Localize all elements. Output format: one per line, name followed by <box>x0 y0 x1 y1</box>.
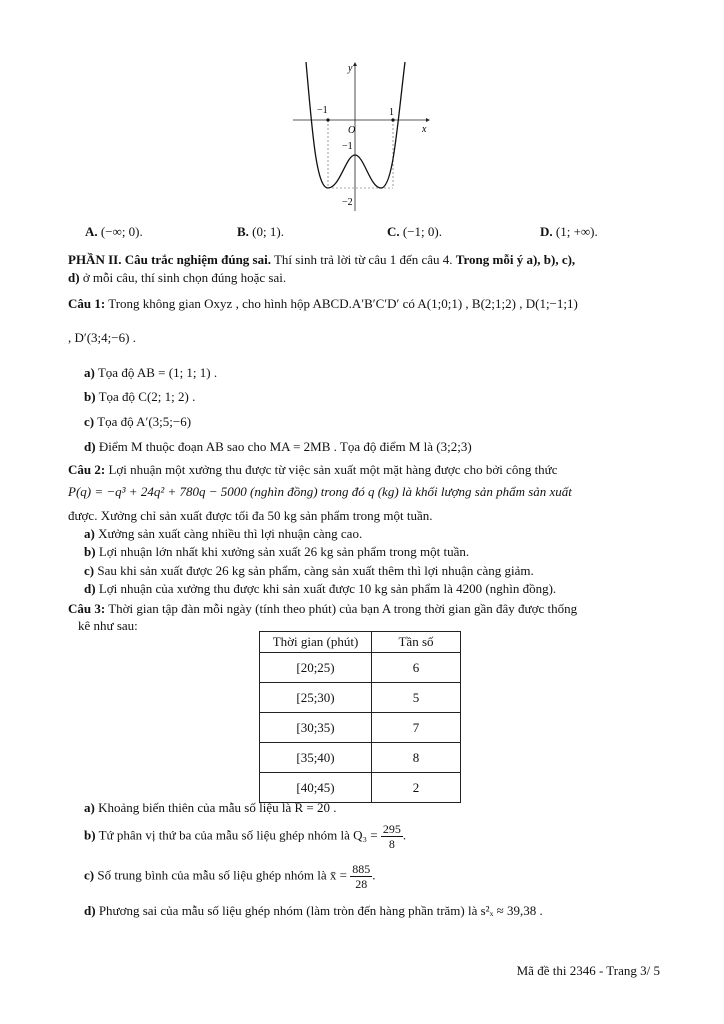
table-row <box>260 683 461 713</box>
q2-formula: P(q) = −q³ + 24q² + 780q − 5000 (nghìn đồng) trong đó q (kg) là khối lượng sản phẩm sản xuất <box>68 484 572 499</box>
page-footer: Mã đề thi 2346 - Trang 3/ 5 <box>516 963 660 978</box>
table-cell-freq: 6 <box>372 653 461 683</box>
q3-statement-a: a) Khoảng biến thiên của mẫu số liệu là R = 20 . <box>84 800 337 815</box>
y-label: y <box>348 63 353 74</box>
origin-label: O <box>348 125 356 136</box>
option-b[interactable]: B. (0; 1). <box>237 224 284 239</box>
table-row <box>260 773 461 803</box>
q1-statement-c: c) Tọa độ A′(3;5;−6) <box>84 414 192 429</box>
tick-y-neg2: −2 <box>342 197 353 208</box>
q2-statement-b: b) Lợi nhuận lớn nhất khi xưởng sản xuất 26 kg sản phẩm trong một tuần. <box>84 544 470 559</box>
table-cell-interval: [20;25) <box>260 653 372 683</box>
table-cell-interval: [40;45) <box>260 773 372 803</box>
q2-text: Câu 2: Lợi nhuận một xưởng thu được từ việc sản xuất một mặt hàng được cho bởi công thức <box>68 462 558 477</box>
q1-statement-b: b) Tọa độ C(2; 1; 2) . <box>84 389 196 404</box>
table-row <box>260 743 461 773</box>
tick-x-neg1: −1 <box>317 105 328 116</box>
table-cell-freq: 7 <box>372 713 461 743</box>
table-header-row <box>260 632 461 653</box>
frequency-table <box>259 631 461 803</box>
table-row <box>260 653 461 683</box>
table-cell-freq: 2 <box>372 773 461 803</box>
tick-x-1: 1 <box>389 107 394 118</box>
x-label: x <box>422 124 427 135</box>
q1-text: Câu 1: Trong không gian Oxyz , cho hình hộp ABCD.A′B′C′D′ có A(1;0;1) , B(2;1;2) , D(1;−1;1) <box>68 296 578 311</box>
function-graph <box>288 58 438 216</box>
option-d[interactable]: D. (1; +∞). <box>540 224 598 239</box>
tick-y-neg1: −1 <box>342 141 353 152</box>
q2-statement-c: c) Sau khi sản xuất được 26 kg sản phẩm, càng sản xuất thêm thì lợi nhuận càng giảm. <box>84 563 534 578</box>
q1-statement-d: d) Điểm M thuộc đoạn AB sao cho MA = 2MB . Tọa độ điểm M là (3;2;3) <box>84 439 472 454</box>
table-cell-freq: 8 <box>372 743 461 773</box>
q2-text3: được. Xưởng chỉ sản xuất được tối đa 50 kg sản phẩm trong một tuần. <box>68 508 433 523</box>
q3-text2: kê như sau: <box>78 618 138 633</box>
part2-heading-line2: d) ở mỗi câu, thí sinh chọn đúng hoặc sai. <box>68 270 287 285</box>
answer-options <box>85 224 685 242</box>
table-cell-interval: [35;40) <box>260 743 372 773</box>
q3-b-fraction: $\frac{295}{8}$ <box>382 822 401 851</box>
q1-statement-a: a) Tọa độ AB = (1; 1; 1) . <box>84 365 218 380</box>
q2-statement-a: a) Xưởng sản xuất càng nhiều thì lợi nhuận càng cao. <box>84 526 363 541</box>
option-c[interactable]: C. (−1; 0). <box>387 224 442 239</box>
table-cell-interval: [30;35) <box>260 713 372 743</box>
table-cell-freq: 5 <box>372 683 461 713</box>
q3-statement-d: d) Phương sai của mẫu số liệu ghép nhóm (làm tròn đến hàng phần trăm) là s²ₓ ≈ 39,38 . <box>84 903 543 918</box>
q1-text2: , D′(3;4;−6) . <box>68 330 136 345</box>
table-header-interval: Thời gian (phút) <box>260 632 372 653</box>
q3-statement-c: c) Số trung bình của mẫu số liệu ghép nhóm là x̄ = $\frac{885}{28}$ . <box>84 862 376 891</box>
table-cell-interval: [25;30) <box>260 683 372 713</box>
q3-statement-b: b) Tứ phân vị thứ ba của mẫu số liệu ghép nhóm là Q₃ = $\frac{295}{8}$ . <box>84 822 407 851</box>
q3-text: Câu 3: Thời gian tập đàn mỗi ngày (tính theo phút) của bạn A trong thời gian gần đây được thống <box>68 601 578 616</box>
table-header-freq: Tần số <box>372 632 461 653</box>
part2-heading: PHẦN II. Câu trắc nghiệm đúng sai. Thí sinh trả lời từ câu 1 đến câu 4. Trong mỗi ý a), b), c), <box>68 252 576 267</box>
q2-statement-d: d) Lợi nhuận của xưởng thu được khi sản xuất được 10 kg sản phẩm là 4200 (nghìn đồng). <box>84 581 557 596</box>
option-a[interactable]: A. (−∞; 0). <box>85 224 143 239</box>
function-curve <box>306 62 405 188</box>
table-row <box>260 713 461 743</box>
q3-c-fraction: $\frac{885}{28}$ <box>352 862 371 891</box>
